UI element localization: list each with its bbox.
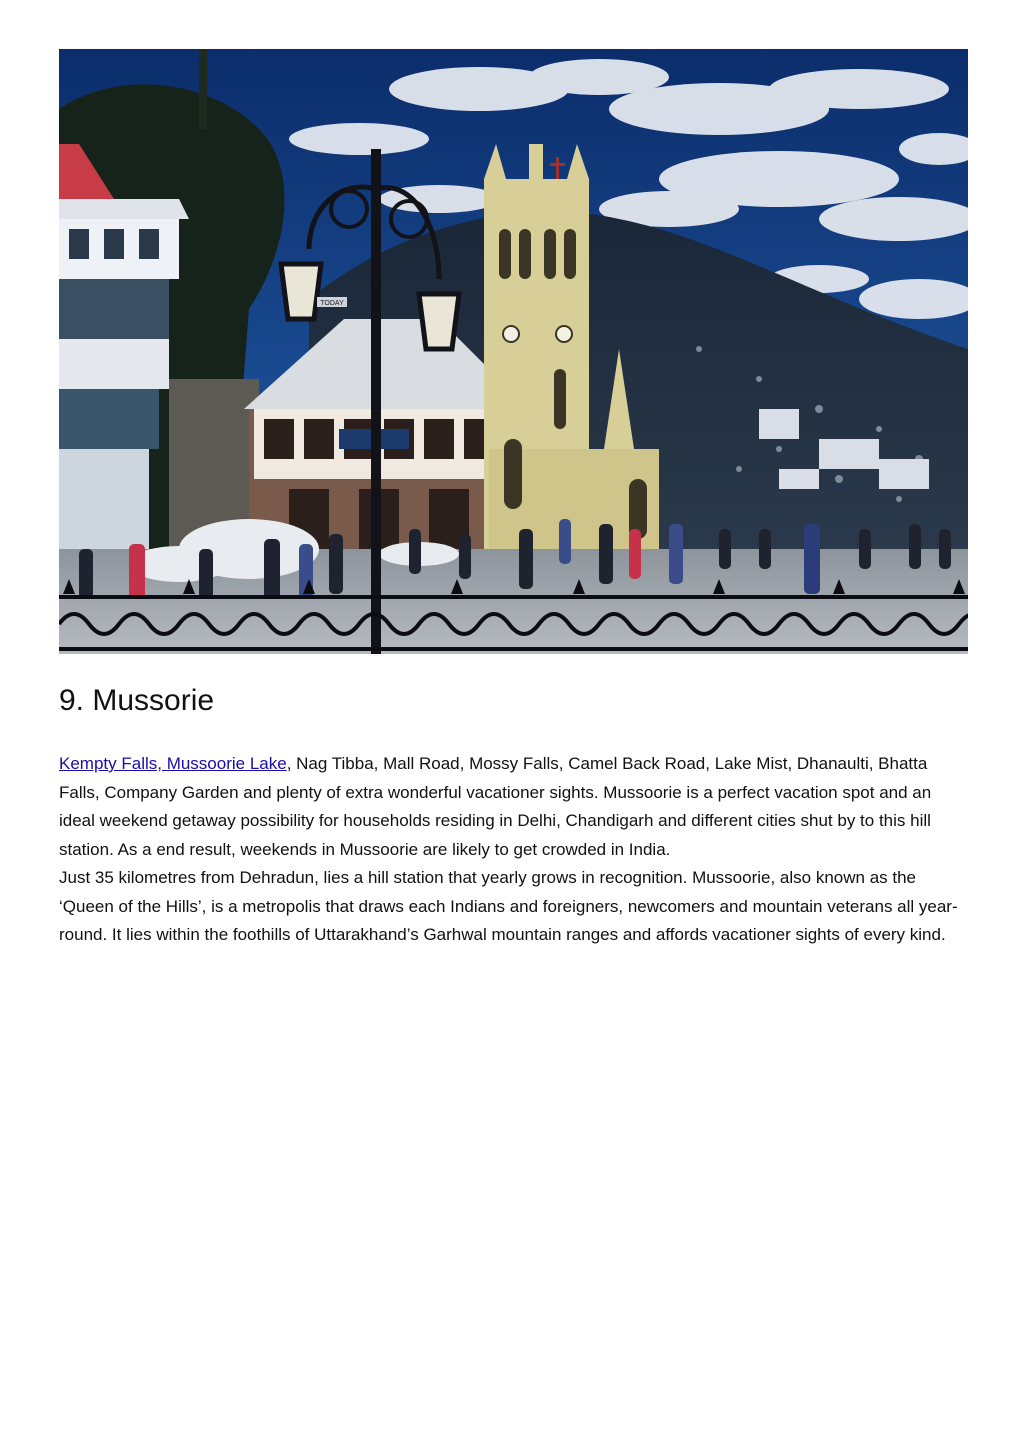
hill-station-photo xyxy=(59,49,968,654)
sign-text: TODAY xyxy=(320,300,344,307)
section-heading: 9. Mussorie xyxy=(59,684,215,717)
article-body xyxy=(59,750,971,950)
attractions-link[interactable]: Kempty Falls, Mussoorie Lake xyxy=(59,754,287,773)
paragraph-attractions xyxy=(59,750,971,864)
hill-station-illustration xyxy=(59,49,968,654)
paragraph-location: Just 35 kilometres from Dehradun, lies a hill station that yearly grows in recognition. Mussoorie, also known as the ‘Queen of the Hills’, is a metropolis that draws each Indians and foreigners, newcomers and mountain veterans all year-round. It lies within the foothills of Uttarakhand’s Garhwal mountain ranges and affords vacationer sights of every kind. xyxy=(59,868,958,944)
paragraph-attractions-text: , Nag Tibba, Mall Road, Mossy Falls, Camel Back Road, Lake Mist, Dhanaulti, Bhatta Falls, Company Garden and plenty of extra wonderful vacationer sights. Mussoorie is a perfect vacation spot and an ideal weekend getaway possibility for households residing in Delhi, Chandigarh and different cities shut by to this hill station. As a end result, weekends in Mussoorie are likely to get crowded in India. xyxy=(59,754,932,859)
